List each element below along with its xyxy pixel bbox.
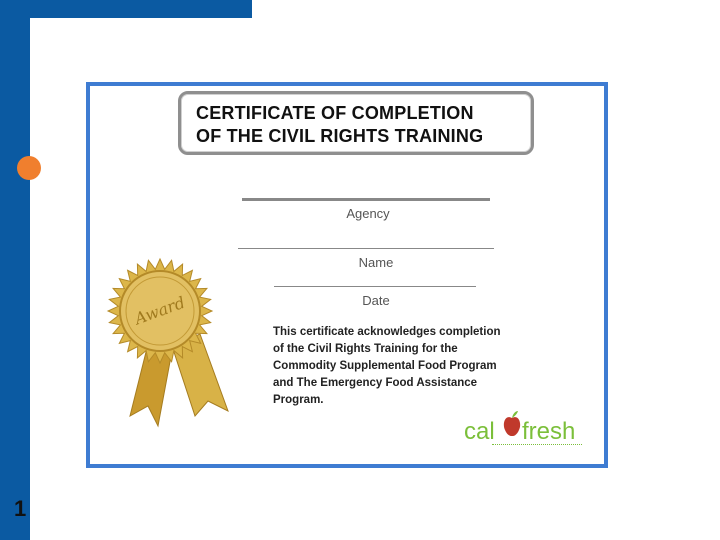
apple-logo-icon: [502, 410, 522, 440]
certificate: [86, 82, 608, 468]
logo-text-left: cal: [464, 418, 495, 445]
orange-bullet-dot: [17, 156, 41, 180]
agency-line: [242, 198, 490, 201]
logo-tagline-mark: [492, 444, 582, 448]
name-label: Name: [358, 255, 394, 270]
logo-text-right: fresh: [522, 418, 576, 445]
date-label: Date: [362, 293, 390, 308]
name-line: [238, 248, 494, 249]
agency-label: Agency: [346, 206, 390, 221]
left-frame-bar: [0, 0, 30, 540]
certificate-title-box: [178, 91, 534, 155]
statement-line: This certificate acknowledges completion: [273, 326, 501, 338]
award-seal-icon: [100, 256, 240, 436]
certificate-title-line-1: CERTIFICATE OF COMPLETION: [196, 103, 474, 123]
certificate-title-line-2: OF THE CIVIL RIGHTS TRAINING: [196, 126, 484, 146]
certificate-statement: [273, 324, 553, 409]
statement-line: Commodity Supplemental Food Program: [273, 360, 497, 372]
seal-text: Award: [132, 292, 188, 329]
slide-number: 1: [14, 496, 27, 521]
calfresh-logo: [464, 410, 582, 450]
statement-line: Program.: [273, 394, 324, 406]
statement-line: of the Civil Rights Training for the: [273, 343, 458, 355]
top-frame-bar: [0, 0, 252, 18]
statement-line: and The Emergency Food Assistance: [273, 377, 478, 389]
date-line: [274, 286, 476, 287]
